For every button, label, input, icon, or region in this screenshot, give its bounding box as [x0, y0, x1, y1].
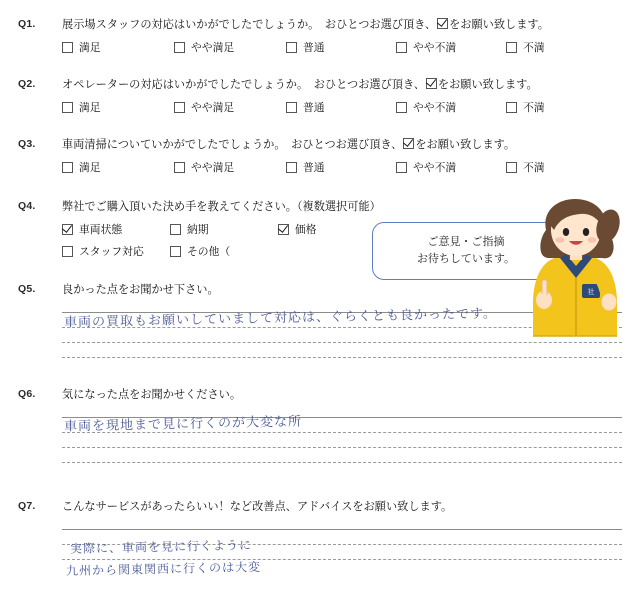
question-text-q2: [62, 78, 622, 93]
question-label-q5: Q5.: [18, 283, 36, 295]
checkbox-icon[interactable]: [506, 102, 517, 113]
answer-line[interactable]: [62, 342, 622, 343]
question-text-q2-before: オペレーターの対応はいかがでしたでしょうか。 おひとつお選び頂き、: [62, 79, 425, 91]
choice-q4-delivery-time[interactable]: [170, 222, 278, 237]
choice-label: 満足: [79, 162, 101, 175]
question-label-q4: Q4.: [18, 200, 36, 212]
mascot-eye-right: [583, 228, 589, 236]
checkbox-icon[interactable]: [506, 162, 517, 173]
handwritten-answer-q7-line1: 実際に、車両を見に行くように: [69, 538, 253, 556]
question-block-q1: [18, 18, 622, 55]
checkbox-icon[interactable]: [396, 162, 407, 173]
choice-label: 納期: [187, 224, 209, 237]
checkbox-icon[interactable]: [62, 162, 73, 173]
choice-label: やや不満: [413, 162, 457, 175]
question-text-q2-after: をお願い致します。: [437, 79, 538, 91]
checkbox-icon[interactable]: [286, 162, 297, 173]
choice-q3-3[interactable]: [396, 160, 506, 175]
handwritten-answer-q5: 車両の買取もお願いしていまして対応は、ぐらくとも良かったです。: [63, 306, 498, 331]
checkbox-icon[interactable]: [286, 102, 297, 113]
choice-label: スタッフ対応: [79, 246, 144, 259]
choice-row-q1: [62, 40, 622, 55]
question-text-q3: [62, 138, 622, 153]
checkmark-icon: [426, 78, 437, 89]
question-label-q3: Q3.: [18, 138, 36, 150]
choice-label: やや満足: [191, 42, 235, 55]
choice-q2-1[interactable]: [174, 100, 286, 115]
question-text-q1: [62, 18, 622, 33]
checkbox-icon[interactable]: [170, 246, 181, 257]
mascot-blush-left: [556, 237, 565, 243]
question-text-q1-before: 展示場スタッフの対応はいかがでしたでしょうか。 おひとつお選び頂き、: [62, 19, 437, 31]
checkbox-icon[interactable]: [170, 224, 181, 235]
answer-line[interactable]: [62, 357, 622, 358]
choice-q4-price[interactable]: [278, 222, 386, 237]
mascot-badge-text: 社: [587, 288, 595, 296]
checkbox-icon[interactable]: [62, 102, 73, 113]
choice-label: その他（: [187, 246, 231, 259]
choice-label: 普通: [303, 102, 325, 115]
checkmark-icon: [403, 138, 414, 149]
choice-label: 満足: [79, 102, 101, 115]
choice-q3-2[interactable]: [286, 160, 396, 175]
choice-label: 不満: [523, 42, 545, 55]
choice-label: 満足: [79, 42, 101, 55]
mascot-hand-right: [602, 294, 617, 311]
checkbox-icon[interactable]: [396, 102, 407, 113]
choice-label: やや満足: [191, 102, 235, 115]
checkbox-icon[interactable]: [62, 246, 73, 257]
checkbox-icon[interactable]: [286, 42, 297, 53]
choice-q1-0[interactable]: [62, 40, 174, 55]
checkbox-icon[interactable]: [62, 224, 73, 235]
answer-line[interactable]: [62, 462, 622, 463]
checkbox-icon[interactable]: [396, 42, 407, 53]
mascot-blush-right: [588, 237, 597, 243]
question-text-q1-after: をお願い致します。: [449, 19, 549, 31]
question-label-q6: Q6.: [18, 388, 36, 400]
choice-q1-2[interactable]: [286, 40, 396, 55]
question-label-q1: Q1.: [18, 18, 36, 30]
answer-line[interactable]: [62, 447, 622, 448]
choice-q3-1[interactable]: [174, 160, 286, 175]
choice-label: 不満: [523, 102, 545, 115]
choice-label: やや満足: [191, 162, 235, 175]
checkbox-icon[interactable]: [506, 42, 517, 53]
choice-label: 普通: [303, 162, 325, 175]
checkmark-icon: [437, 18, 448, 29]
mascot-finger: [542, 280, 547, 295]
question-label-q2: Q2.: [18, 78, 36, 90]
checkbox-icon[interactable]: [174, 42, 185, 53]
choice-q3-0[interactable]: [62, 160, 174, 175]
checkbox-icon[interactable]: [174, 102, 185, 113]
question-text-q6: 気になった点をお聞かせください。: [62, 389, 242, 401]
choice-q1-3[interactable]: [396, 40, 506, 55]
choice-q4-vehicle-condition[interactable]: [62, 222, 170, 237]
checkbox-icon[interactable]: [278, 224, 289, 235]
checkbox-icon[interactable]: [62, 42, 73, 53]
choice-q4-other[interactable]: [170, 244, 298, 259]
question-block-q2: [18, 78, 622, 115]
choice-q1-1[interactable]: [174, 40, 286, 55]
question-text-q5: 良かった点をお聞かせ下さい。: [62, 284, 219, 296]
question-block-q3: [18, 138, 622, 175]
checkbox-icon[interactable]: [174, 162, 185, 173]
choice-label: やや不満: [413, 102, 457, 115]
choice-label: 普通: [303, 42, 325, 55]
choice-q2-4[interactable]: [506, 100, 545, 115]
choice-label: 不満: [523, 162, 545, 175]
question-label-q7: Q7.: [18, 500, 36, 512]
choice-q3-4[interactable]: [506, 160, 545, 175]
mascot-illustration: [520, 196, 632, 342]
choice-q1-4[interactable]: [506, 40, 545, 55]
choice-q2-0[interactable]: [62, 100, 174, 115]
speech-bubble-line1: ご意見・ご指摘: [427, 236, 505, 248]
choice-label: 車両状態: [79, 224, 123, 237]
mascot-svg: [520, 196, 632, 342]
choice-q2-3[interactable]: [396, 100, 506, 115]
question-text-q3-before: 車両清掃についていかがでしたでしょうか。 おひとつお選び頂き、: [62, 139, 403, 151]
choice-q2-2[interactable]: [286, 100, 396, 115]
answer-line[interactable]: [62, 529, 622, 530]
choice-q4-staff[interactable]: [62, 244, 170, 259]
handwritten-answer-q7-line2: 九州から関東関西に行くのは大変: [65, 559, 262, 579]
mascot-eye-left: [563, 228, 569, 236]
choice-row-q3: [62, 160, 622, 175]
speech-bubble-line2: お待ちしています。: [416, 252, 516, 265]
question-text-q4: 弊社でご購入頂いた決め手を教えてください。（複数選択可能）: [62, 201, 381, 213]
question-text-q3-after: をお願い致します。: [415, 139, 516, 151]
question-text-q7: こんなサービスがあったらいい！など改善点、アドバイスをお願い致します。: [62, 501, 453, 513]
handwritten-answer-q6: 車両を現地まで見に行くのが大変な所: [63, 414, 303, 435]
choice-row-q2: [62, 100, 622, 115]
choice-label: 価格: [295, 224, 317, 237]
choice-label: やや不満: [413, 42, 457, 55]
